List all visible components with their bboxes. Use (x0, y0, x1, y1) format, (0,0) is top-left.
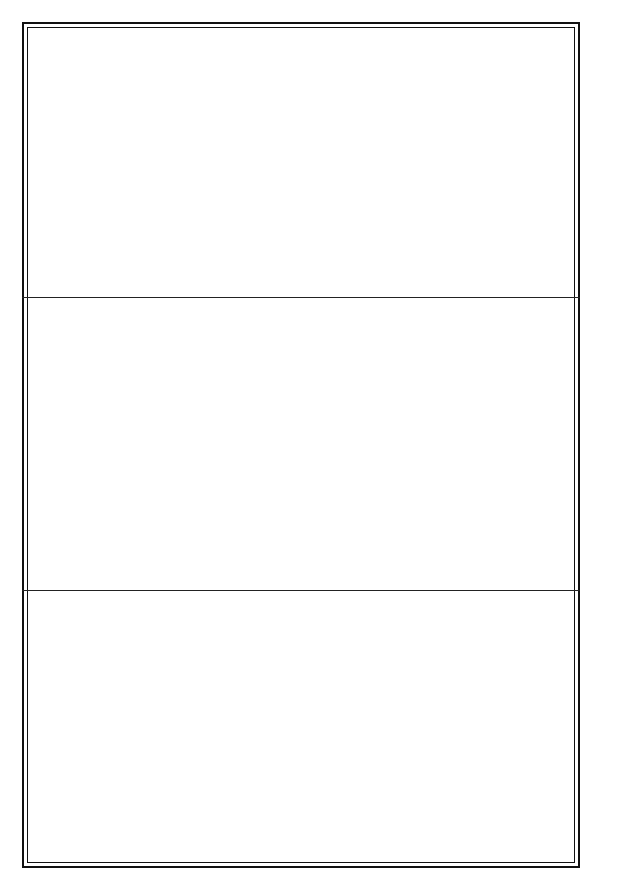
section-divider-2 (22, 590, 580, 591)
bottom-text-panel (60, 598, 570, 860)
middle-text-panel (60, 304, 570, 584)
section-divider-1 (22, 297, 580, 298)
top-text-panel (60, 34, 570, 292)
